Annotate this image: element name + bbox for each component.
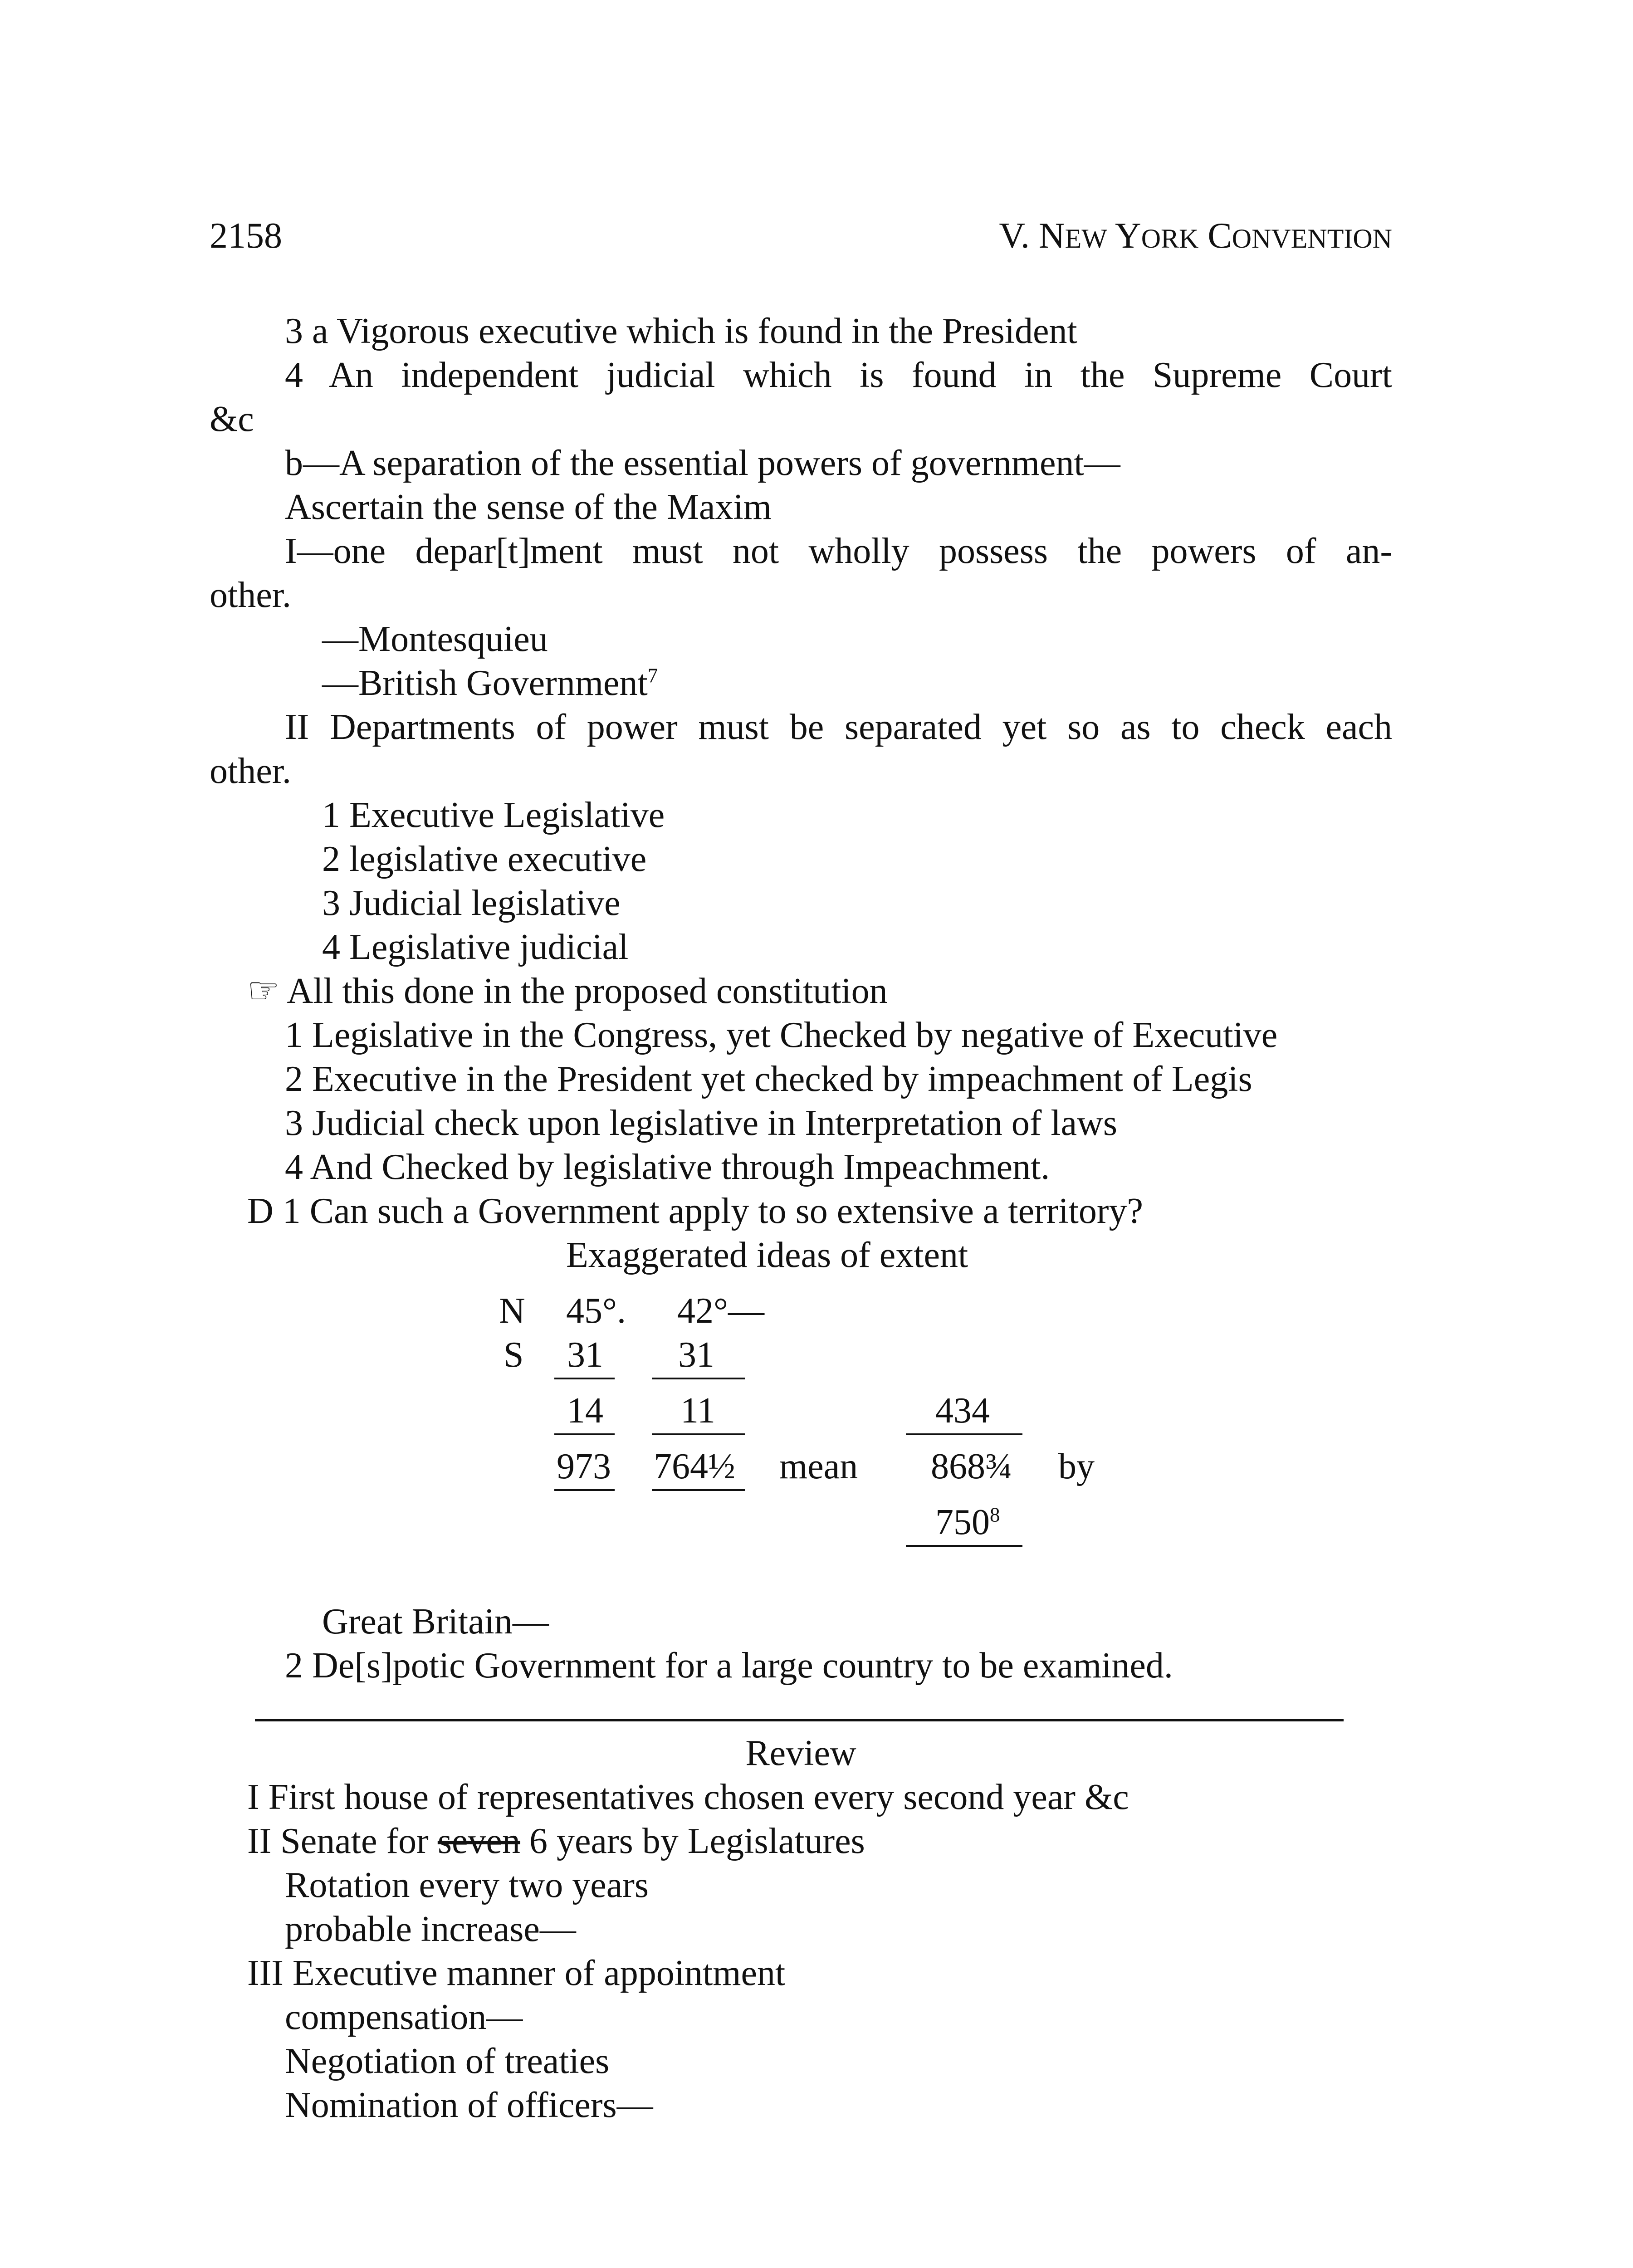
calc-underline-c2-r3: [652, 1433, 745, 1435]
text-line-16: ☞ All this done in the proposed constitution: [247, 971, 888, 1011]
calc-c2-r4: 764½: [654, 1447, 735, 1486]
text-line-6: I—one depar[t]ment must not wholly possess the powers of an-: [285, 531, 1392, 571]
review-line-8: Nomination of officers—: [285, 2085, 653, 2125]
calc-c1-r2: 31: [567, 1335, 603, 1375]
calc-underline-c1-r3: [554, 1433, 615, 1435]
text-line-great-britain: Great Britain—: [322, 1602, 549, 1642]
pointing-hand-icon: ☞: [247, 971, 280, 1011]
calc-underline-c3-r3: [906, 1433, 1022, 1435]
calc-underline-c3-r5: [906, 1545, 1022, 1547]
calc-c2-r1: 42°—: [677, 1291, 764, 1331]
text-line-12: 1 Executive Legislative: [322, 795, 665, 835]
text-line-5: Ascertain the sense of the Maxim: [285, 487, 772, 527]
text-line-18: 2 Executive in the President yet checked by impeachment of Legis: [285, 1059, 1252, 1099]
footnote-ref-8: 8: [990, 1503, 1000, 1526]
calc-underline-c1-r2: [554, 1378, 615, 1379]
review-line-1: I First house of representatives chosen every second year &c: [247, 1777, 1129, 1817]
calc-c2-r3: 11: [680, 1391, 716, 1431]
text-line-15: 4 Legislative judicial: [322, 927, 629, 967]
calc-mean-label: mean: [779, 1447, 858, 1486]
calc-by-label: by: [1058, 1447, 1095, 1486]
review-line-3: Rotation every two years: [285, 1865, 649, 1905]
text-line-20: 4 And Checked by legislative through Impeachment.: [285, 1147, 1050, 1187]
calc-underline-c1-r4: [554, 1489, 615, 1491]
calc-c3-r3: 434: [935, 1391, 990, 1431]
calc-underline-c2-r2: [652, 1378, 745, 1379]
text-line-14: 3 Judicial legislative: [322, 883, 621, 923]
calc-c3-r4: 868¾: [931, 1447, 1012, 1486]
section-divider: [255, 1719, 1344, 1721]
text-line-4: b—A separation of the essential powers of government—: [285, 443, 1120, 483]
review-heading: Review: [745, 1733, 856, 1773]
text-line-22: Exaggerated ideas of extent: [566, 1235, 968, 1275]
text-line-10: II Departments of power must be separated yet so as to check each: [285, 707, 1392, 747]
text-line-8: —Montesquieu: [322, 619, 548, 659]
struck-word: seven: [437, 1821, 520, 1861]
page-number: 2158: [210, 216, 282, 256]
calc-c3-r5: $750^8$: [935, 1502, 1000, 1542]
calc-label-n: N: [499, 1291, 525, 1331]
review-line-2: II Senate for seven 6 years by Legislatures: [247, 1821, 865, 1861]
calc-c2-r2: 31: [678, 1335, 714, 1375]
review-line-6: compensation—: [285, 1997, 523, 2037]
text-line-2: 4 An independent judicial which is found in the Supreme Court: [285, 355, 1392, 395]
text-line-19: 3 Judicial check upon legislative in Interpretation of laws: [285, 1103, 1117, 1143]
text-line-7: other.: [210, 575, 291, 615]
calc-label-s: S: [504, 1335, 524, 1375]
review-line-4: probable increase—: [285, 1909, 576, 1949]
text-line-3: &c: [210, 399, 254, 439]
review-line-5: III Executive manner of appointment: [247, 1953, 786, 1993]
running-title: V. NEW YORK CONVENTION: [999, 216, 1392, 256]
text-line-11: other.: [210, 751, 291, 791]
text-line-17: 1 Legislative in the Congress, yet Checked by negative of Executive: [285, 1015, 1278, 1055]
text-line-13: 2 legislative executive: [322, 839, 647, 879]
calc-c1-r1: 45°.: [566, 1291, 626, 1331]
text-line-1: 3 a Vigorous executive which is found in the President: [285, 311, 1077, 351]
calc-c1-r3: 14: [567, 1391, 603, 1431]
calc-underline-c2-r4: [652, 1489, 745, 1491]
text-line-21: D 1 Can such a Government apply to so extensive a territory?: [247, 1191, 1143, 1231]
calc-c1-r4: 973: [557, 1447, 611, 1486]
text-line-9: —British Government$^7$: [322, 663, 658, 703]
text-line-despotic: 2 De[s]potic Government for a large country to be examined.: [285, 1646, 1173, 1686]
review-line-7: Negotiation of treaties: [285, 2041, 610, 2081]
footnote-ref-7: 7: [647, 664, 658, 687]
